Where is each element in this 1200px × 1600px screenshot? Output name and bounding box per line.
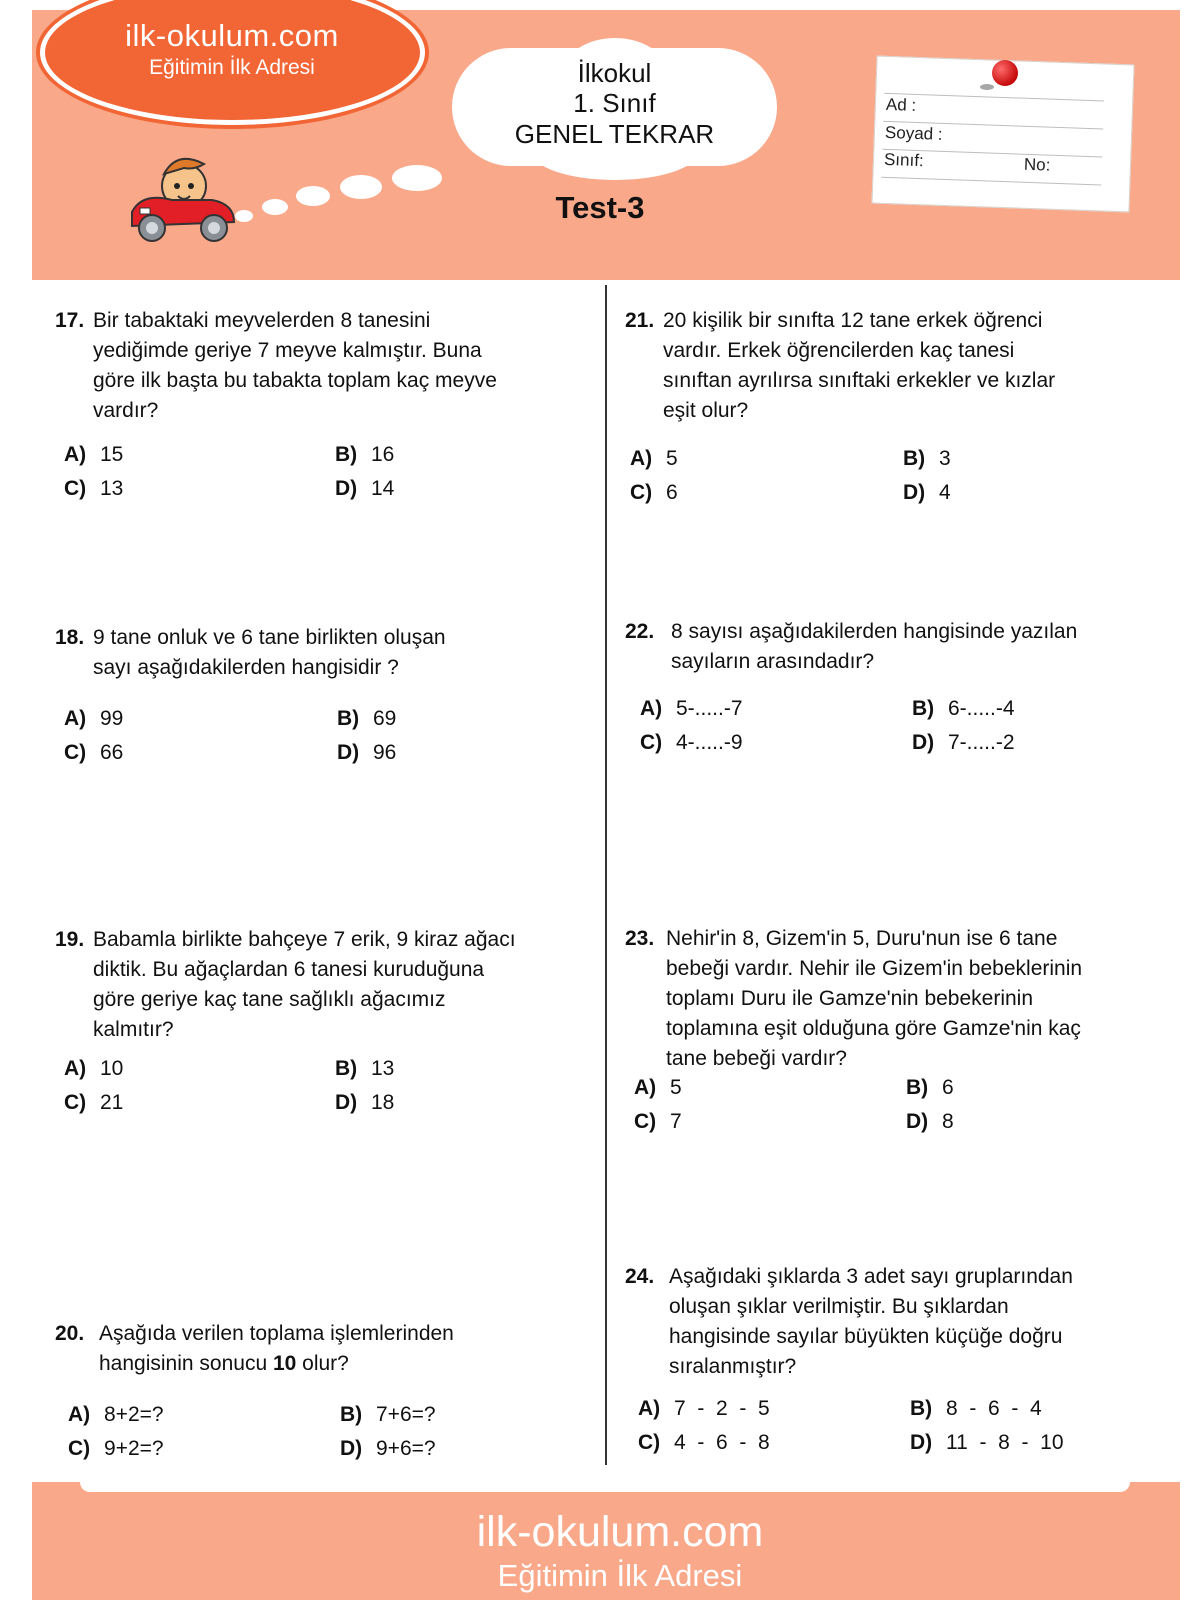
option-b[interactable]: B) 6-.....-4 [912,697,1015,720]
column-divider [605,285,607,1465]
question-number: 18. [55,626,85,649]
option-d[interactable]: D) 18 [335,1091,395,1114]
logo-sub-text: Eğitimin İlk Adresi [149,56,315,79]
footer-white-curve [80,1482,1130,1492]
option-c[interactable]: C) 7 [634,1110,682,1133]
thought-dot [235,210,253,222]
card-sinif-label: Sınıf: [883,149,925,171]
option-a[interactable]: A) 99 [64,707,124,730]
question-number: 20. [55,1322,85,1345]
pin-shadow [980,84,994,90]
option-b[interactable]: B) 69 [337,707,397,730]
question-text: Bir tabaktaki meyvelerden 8 tanesini yediğimde geriye 7 meyve kalmıştır. Buna göre ilk başta bu tabakta toplam kaç meyve vardır? [93,309,497,422]
question-number: 23. [625,927,655,950]
option-c[interactable]: C) 6 [630,481,678,504]
car-illustration [122,130,242,250]
logo-main-text: ilk-okulum.com [125,18,339,53]
option-b[interactable]: B) 7+6=? [340,1403,436,1426]
question-number: 24. [625,1265,655,1288]
pushpin-icon [992,60,1018,86]
question-number: 22. [625,620,655,643]
card-ad-label: Ad : [885,94,917,115]
option-b[interactable]: B) 16 [335,443,395,466]
option-d[interactable]: D) 96 [337,741,397,764]
option-a[interactable]: A) 7 - 2 - 5 [638,1397,770,1420]
option-a[interactable]: A) 5 [630,447,678,470]
question-text: 9 tane onluk ve 6 tane birlikten oluşan sayı aşağıdakilerden hangisidir ? [93,626,446,679]
option-c[interactable]: C) 4 - 6 - 8 [638,1431,770,1454]
footer-sub-text: Eğitimin İlk Adresi [497,1558,743,1593]
question-text: Babamla birlikte bahçeye 7 erik, 9 kiraz ağacı diktik. Bu ağaçlardan 6 tanesi kuruduğuna göre geriye kaç tane sağlıklı ağacımız kalmıtır? [93,928,516,1041]
option-a[interactable]: A) 8+2=? [68,1403,164,1426]
header-grade: 1. Sınıf [573,88,656,118]
option-d[interactable]: D) 11 - 8 - 10 [910,1431,1064,1454]
question-text: Aşağıdaki şıklarda 3 adet sayı gruplarından oluşan şıklar verilmiştir. Bu şıklardan hangisinde sayılar büyükten küçüğe doğru sıralanmıştır? [669,1265,1073,1378]
option-b[interactable]: B) 3 [903,447,951,470]
option-b[interactable]: B) 6 [906,1076,954,1099]
header-subject: GENEL TEKRAR [514,119,715,149]
option-a[interactable]: A) 5 [634,1076,682,1099]
card-line [881,177,1101,186]
question-text: 20 kişilik bir sınıfta 12 tane erkek öğrenci vardır. Erkek öğrencilerden kaç tanesi sınıftan ayrılırsa sınıftaki erkekler ve kızlar eşit olur? [663,309,1056,422]
option-d[interactable]: D) 7-.....-2 [912,731,1015,754]
option-c[interactable]: C) 13 [64,477,124,500]
option-a[interactable]: A) 10 [64,1057,124,1080]
option-c[interactable]: C) 9+2=? [68,1437,164,1460]
card-no-label: No: [1023,154,1051,175]
option-b[interactable]: B) 13 [335,1057,395,1080]
option-d[interactable]: D) 8 [906,1110,954,1133]
question-text: Nehir'in 8, Gizem'in 5, Duru'nun ise 6 tane bebeği vardır. Nehir ile Gizem'in bebeklerinin toplamı Duru ile Gamze'nin bebekerinin toplamına eşit olduğuna göre Gamze'nin kaç tane bebeği vardır? [666,927,1083,1070]
question-number: 17. [55,309,85,332]
thought-dot [296,186,330,206]
option-d[interactable]: D) 4 [903,481,951,504]
option-d[interactable]: D) 9+6=? [340,1437,436,1460]
thought-dot [392,165,442,191]
question-text: 8 sayısı aşağıdakilerden hangisinde yazılan sayıların arasındadır? [671,620,1078,673]
question-text: Aşağıda verilen toplama işlemlerinden hangisinin sonucu 10 olur? [99,1322,454,1375]
option-d[interactable]: D) 14 [335,477,395,500]
question-number: 21. [625,309,655,332]
question-number: 19. [55,928,85,951]
option-c[interactable]: C) 21 [64,1091,124,1114]
test-title: Test-3 [555,190,645,225]
footer-main-text: ilk-okulum.com [476,1508,764,1556]
header-level: İlkokul [577,58,652,88]
option-a[interactable]: A) 5-.....-7 [640,697,743,720]
card-line [884,93,1104,102]
thought-dot [340,175,382,199]
option-c[interactable]: C) 66 [64,741,124,764]
thought-dot [262,199,288,215]
option-b[interactable]: B) 8 - 6 - 4 [910,1397,1042,1420]
option-c[interactable]: C) 4-.....-9 [640,731,743,754]
option-a[interactable]: A) 15 [64,443,124,466]
card-soyad-label: Soyad : [884,122,943,144]
